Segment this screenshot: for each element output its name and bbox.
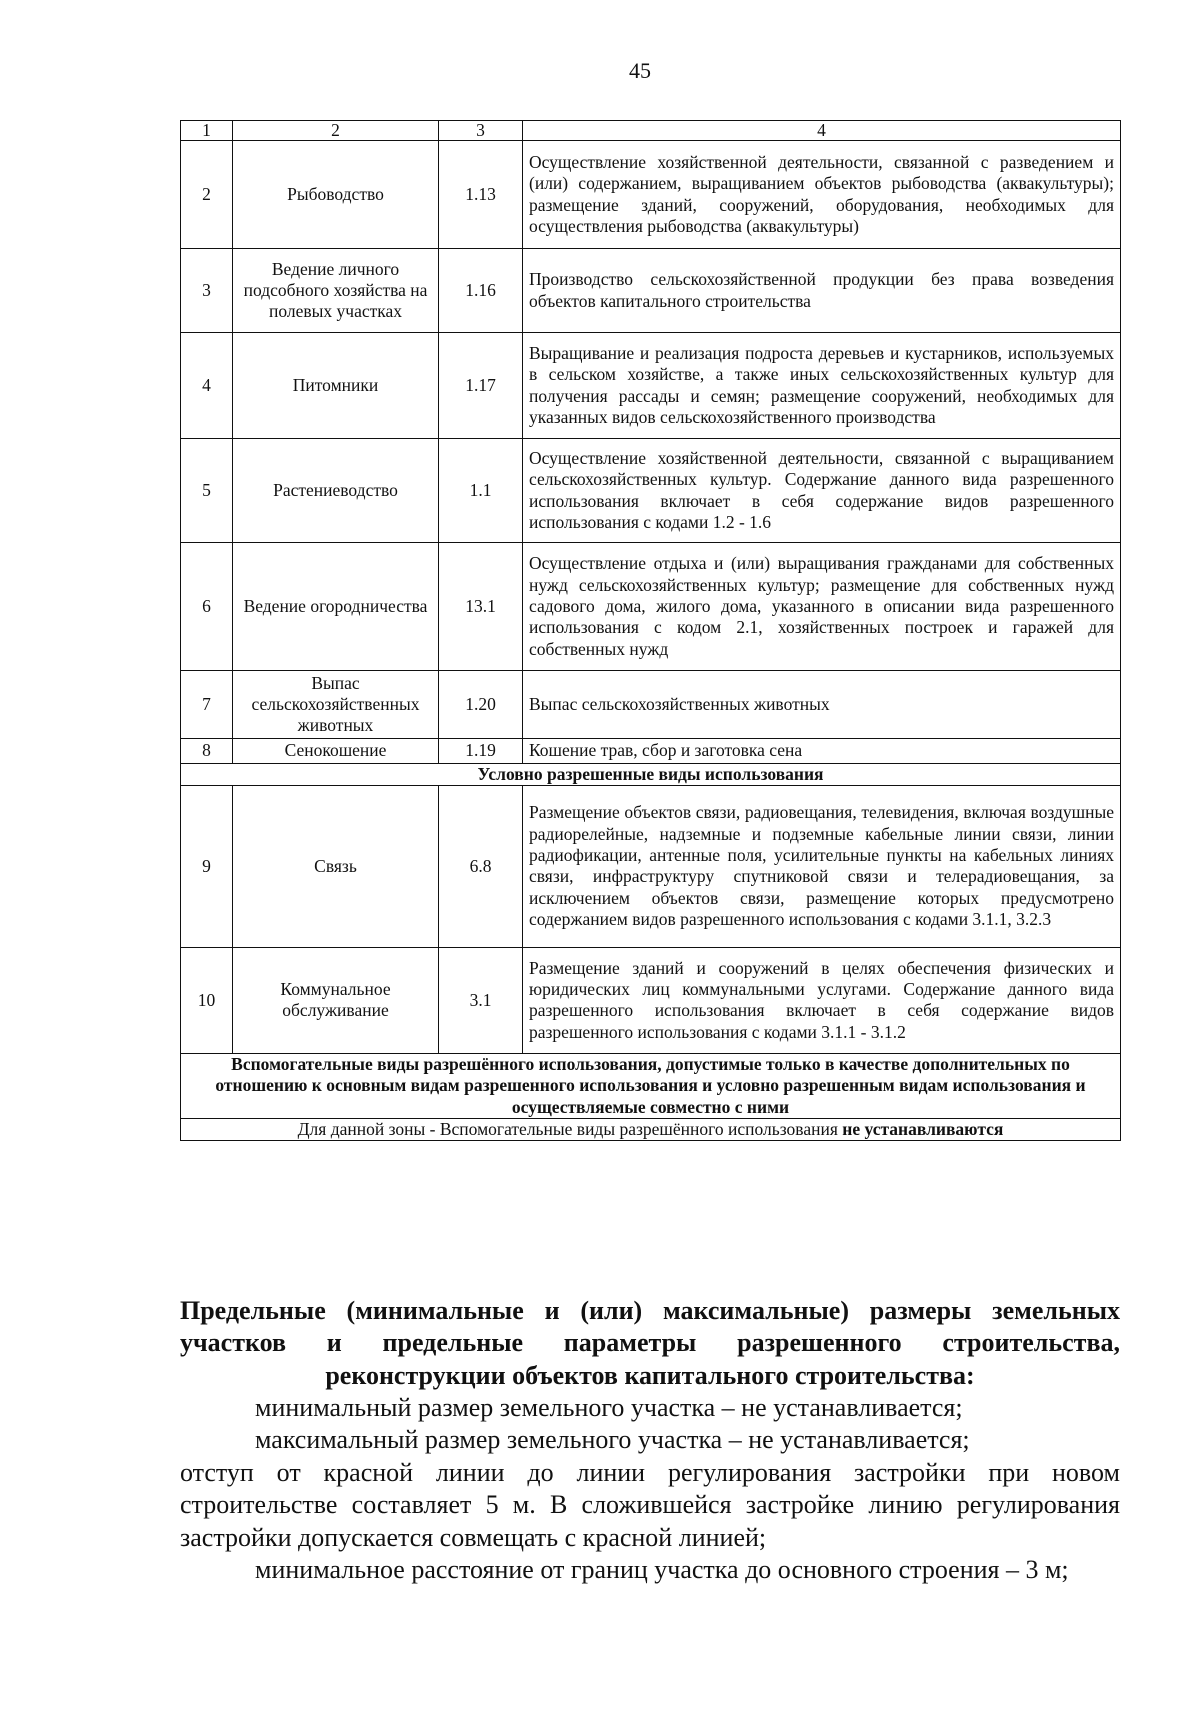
table-row (181, 739, 1121, 763)
table-row (181, 141, 1121, 249)
use-description: Размещение зданий и сооружений в целях обеспечения физических и юридических лиц коммунальными услугами. Содержание данного вида разрешенного использования включает в себя содержание видов разрешенного использования с кодами 3.1.1 - 3.1.2 (523, 947, 1121, 1053)
use-code: 1.1 (439, 439, 523, 543)
section-row-conditional (181, 763, 1121, 785)
use-name: Выпас сельскохозяйственных животных (233, 671, 439, 739)
body-text (180, 1295, 1120, 1586)
auxiliary-note-prefix: Для данной зоны - Вспомогательные виды разрешённого использования (297, 1118, 843, 1139)
use-description: Производство сельскохозяйственной продукции без права возведения объектов капитального строительства (523, 249, 1121, 333)
section-title-conditional: Условно разрешенные виды использования (181, 763, 1121, 785)
use-name: Рыбоводство (233, 141, 439, 249)
use-description: Осуществление хозяйственной деятельности, связанной с разведением и (или) содержанием, выращиванием объектов рыбоводства (аквакультуры); размещение зданий, сооружений, оборудования, необходимых для осуществления рыбоводства (аквакультуры) (523, 141, 1121, 249)
column-number-4: 4 (523, 121, 1121, 141)
use-name: Сенокошение (233, 739, 439, 763)
table-header-row (181, 121, 1121, 141)
row-number: 5 (181, 439, 233, 543)
row-number: 7 (181, 671, 233, 739)
use-description: Осуществление отдыха и (или) выращивания гражданами для собственных нужд сельскохозяйственных культур; размещение для собственных нужд садового дома, жилого дома, указанного в описании вида разрешенного использования с кодом 2.1, хозяйственных построек и гаражей для собственных нужд (523, 543, 1121, 671)
use-code: 3.1 (439, 947, 523, 1053)
use-code: 6.8 (439, 785, 523, 947)
use-name: Питомники (233, 333, 439, 439)
use-name: Ведение личного подсобного хозяйства на полевых участках (233, 249, 439, 333)
row-number: 4 (181, 333, 233, 439)
use-code: 1.20 (439, 671, 523, 739)
table-row (181, 947, 1121, 1053)
land-use-table (180, 120, 1121, 1141)
paragraph-min-size: минимальный размер земельного участка – не устанавливается; (255, 1393, 963, 1423)
table-row (181, 671, 1121, 739)
use-name: Коммунальное обслуживание (233, 947, 439, 1053)
table-row (181, 785, 1121, 947)
table-body (181, 121, 1121, 1141)
row-number: 2 (181, 141, 233, 249)
row-number: 3 (181, 249, 233, 333)
use-name: Связь (233, 785, 439, 947)
paragraph-min-distance: минимальное расстояние от границ участка до основного строения – 3 м; (255, 1554, 1069, 1584)
page-number: 45 (629, 58, 651, 83)
column-number-1: 1 (181, 121, 233, 141)
use-name: Растениеводство (233, 439, 439, 543)
paragraph-max-size: максимальный размер земельного участка – не устанавливается; (255, 1425, 970, 1455)
row-number: 9 (181, 785, 233, 947)
column-number-2: 2 (233, 121, 439, 141)
use-name: Ведение огородничества (233, 543, 439, 671)
use-description: Выпас сельскохозяйственных животных (523, 671, 1121, 739)
row-number: 8 (181, 739, 233, 763)
row-number: 6 (181, 543, 233, 671)
section-row-auxiliary (181, 1053, 1121, 1118)
auxiliary-note (181, 1118, 1121, 1140)
use-description: Размещение объектов связи, радиовещания, телевидения, включая воздушные радиорелейные, надземные и подземные кабельные линии связи, линии радиофикации, антенные поля, усилительные пункты на кабельных линиях связи, инфраструктуру спутниковой связи и телерадиовещания, за исключением объектов связи, размещение которых предусмотрено содержанием видов разрешенного использования с кодами 3.1.1, 3.2.3 (523, 785, 1121, 947)
use-code: 1.16 (439, 249, 523, 333)
table-row (181, 543, 1121, 671)
auxiliary-note-emphasis: не устанавливаются (842, 1118, 1004, 1139)
use-description: Кошение трав, сбор и заготовка сена (523, 739, 1121, 763)
use-code: 1.19 (439, 739, 523, 763)
table-row (181, 333, 1121, 439)
section-title-auxiliary: Вспомогательные виды разрешённого использования, допустимые только в качестве дополнительных по отношению к основным видам разрешенного использования и условно разрешенным видам использования и осуществляемые совместно с ними (181, 1053, 1121, 1118)
use-code: 1.17 (439, 333, 523, 439)
auxiliary-note-row (181, 1118, 1121, 1140)
use-description: Выращивание и реализация подроста деревьев и кустарников, используемых в сельском хозяйстве, а также иных сельскохозяйственных культур для получения рассады и семян; размещение сооружений, необходимых для указанных видов сельскохозяйственного производства (523, 333, 1121, 439)
row-number: 10 (181, 947, 233, 1053)
column-number-3: 3 (439, 121, 523, 141)
use-code: 13.1 (439, 543, 523, 671)
use-code: 1.13 (439, 141, 523, 249)
table-row (181, 249, 1121, 333)
table-row (181, 439, 1121, 543)
section-heading: Предельные (минимальные и (или) максимальные) размеры земельных участков и предельные параметры разрешенного строительства, реконструкции объектов капитального строительства: (180, 1296, 1120, 1390)
use-description: Осуществление хозяйственной деятельности, связанной с выращиванием сельскохозяйственных культур. Содержание данного вида разрешенного использования включает в себя содержание видов разрешенного использования с кодами 1.2 - 1.6 (523, 439, 1121, 543)
paragraph-setback: отступ от красной линии до линии регулирования застройки при новом строительстве составляет 5 м. В сложившейся застройке линию регулирования застройки допускается совмещать с красной линией; (180, 1457, 1120, 1552)
